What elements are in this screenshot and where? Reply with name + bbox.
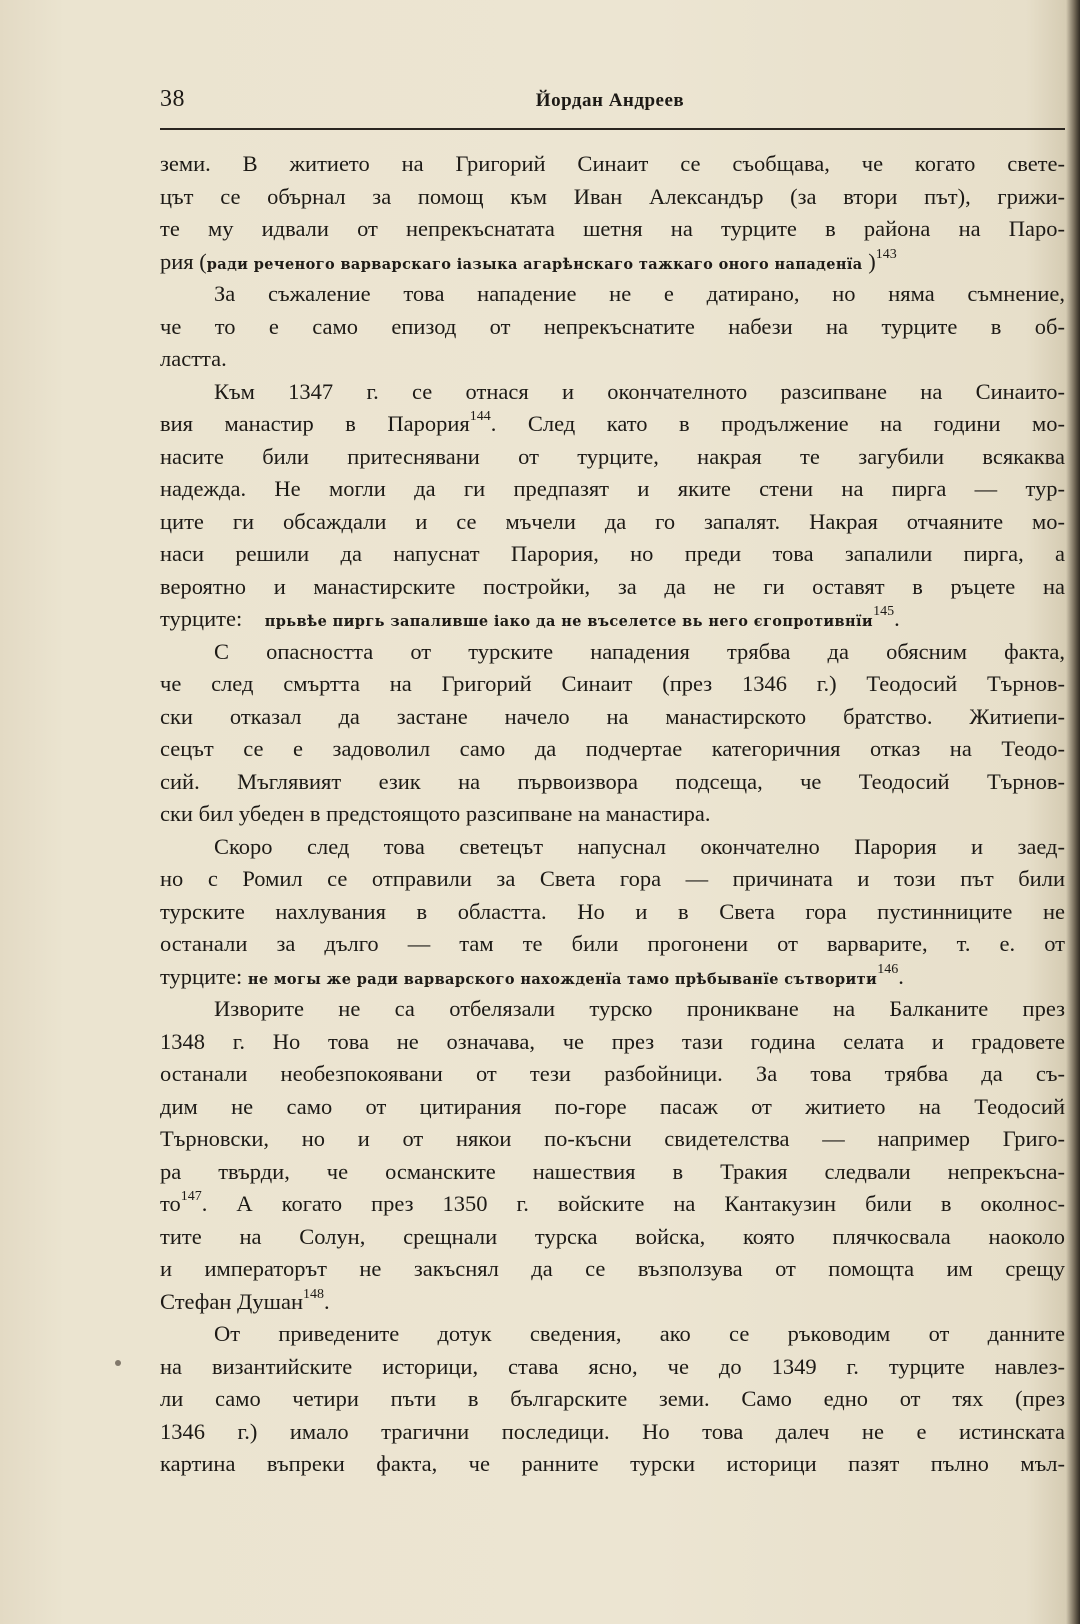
text-fragment: . А когато през 1350 г. войските на Кантакузин били в околнос- bbox=[201, 1191, 1065, 1216]
footnote-ref: 148 bbox=[303, 1286, 324, 1302]
text-fragment: . bbox=[894, 606, 900, 631]
text-line: наситe били притеснявани от турците, накрая те загубили всякаква bbox=[160, 443, 1065, 469]
body-text bbox=[160, 148, 1065, 1481]
footnote-ref: 143 bbox=[875, 246, 897, 262]
text-line: останали необезпокоявани от тези разбойници. За това трябва да съ- bbox=[160, 1061, 1065, 1086]
text-fragment: . bbox=[898, 963, 904, 989]
text-line: вероятно и манастирските постройки, за да не ги оставят в ръцете на bbox=[160, 573, 1065, 599]
running-head: Йордан Андреев bbox=[535, 90, 685, 111]
text-fragment: Стефан Душан bbox=[160, 1288, 303, 1314]
text-line: но с Ромил се отправили за Света гора — причината и този път били bbox=[160, 866, 1065, 891]
text-line bbox=[160, 961, 1065, 994]
text-line: цът се обърнал за помощ към Иван Александър (за втори път), грижи- bbox=[160, 183, 1065, 209]
page-number: 38 bbox=[160, 86, 185, 112]
text-line: и императорът не закъснял да се възползува от помощта им срещу bbox=[160, 1256, 1065, 1281]
footnote-ref: 147 bbox=[180, 1189, 202, 1204]
text-line: ски бил убеден в предстоящото разсипване на манастира. bbox=[160, 801, 711, 826]
text-fragment: турците: bbox=[160, 963, 243, 989]
text-line: че след смъртта на Григорий Синаит (през 1346 г.) Теодосий Търнов- bbox=[160, 671, 1065, 696]
text-fragment: вия манастир в Парория bbox=[160, 411, 470, 436]
text-line: че то е само епизод от непрекъснатите набези на турците в об- bbox=[160, 313, 1065, 339]
text-fragment: то bbox=[160, 1191, 181, 1216]
text-line: ски отказал да застане начело на манастирското братство. Житиепи- bbox=[160, 703, 1065, 729]
text-line: ли само четири пъти в българските земи. Само едно от тях (през bbox=[160, 1386, 1065, 1411]
text-line: те му идвали от непрекъснатата шетня на турците в района на Паро- bbox=[160, 216, 1065, 241]
page-header bbox=[160, 86, 1060, 120]
text-line: дим не само от цитирания по-горе пасаж от житието на Теодосий bbox=[160, 1093, 1065, 1119]
text-line bbox=[160, 246, 1065, 279]
text-line bbox=[160, 603, 1065, 636]
footnote-ref: 145 bbox=[873, 604, 895, 619]
text-line: картина въпреки факта, че ранните турски историци пазят пълно мъл- bbox=[160, 1451, 1065, 1476]
text-line: ра твърди, че османските нашествия в Тракия следвали непрекъсна- bbox=[160, 1158, 1065, 1184]
text-fragment: . След като в продължение на години мо- bbox=[490, 411, 1065, 436]
text-line bbox=[160, 376, 1065, 409]
text-line: наси решили да напуснат Парория, но преди това запалили пирга, а bbox=[160, 541, 1065, 566]
text-line: Търновски, но и от някои по-късни свидетелства — например Григо- bbox=[160, 1126, 1065, 1151]
text-line: на византийските историци, става ясно, че до 1349 г. турците навлез- bbox=[160, 1353, 1065, 1379]
church-slavonic-quote: ради реченого варварскаго іазыка агарѣнскаго тажкаго оного нападенїа bbox=[206, 255, 863, 273]
text-line: турските нахлувания в областта. Но и в Света гора пустинниците не bbox=[160, 898, 1065, 924]
text-line: 1346 г.) имало трагични последици. Но това далеч не е истинската bbox=[160, 1418, 1065, 1444]
text-line: От приведените дотук сведения, ако се ръководим от данните bbox=[214, 1321, 1065, 1346]
text-line: ластта. bbox=[160, 346, 227, 371]
text-line bbox=[160, 408, 1065, 441]
text-line: За съжаление това нападение не е датирано, но няма съмнение, bbox=[214, 281, 1065, 306]
text-line bbox=[160, 1286, 1065, 1319]
church-slavonic-quote: прьвѣе пиргь запаливше іако да не въселетсе вь него єгопротивнїи bbox=[264, 613, 874, 630]
text-line: С опасността от турските нападения трябва да обясним факта, bbox=[214, 638, 1065, 664]
text-fragment: Към 1347 г. се отнася и окончателното разсипване на Синаито- bbox=[214, 378, 1065, 404]
text-line: надежда. Не могли да ги предпазят и яките стени на пирга — тур- bbox=[160, 476, 1065, 501]
footnote-ref: 144 bbox=[469, 409, 491, 424]
text-line: Изворите не са отбелязали турско проникване на Балканите през bbox=[214, 996, 1065, 1021]
text-line: тите на Солун, срещнали турска войска, която плячкосвала наоколо bbox=[160, 1223, 1065, 1249]
header-rule bbox=[160, 128, 1065, 130]
text-fragment: ) bbox=[868, 248, 876, 274]
text-line: сий. Мъглявият език на първоизвора подсеща, че Теодосий Търнов- bbox=[160, 768, 1065, 794]
footnote-ref: 146 bbox=[877, 961, 899, 977]
text-line: останали за дълго — там те били прогонени от варварите, т. е. от bbox=[160, 931, 1065, 956]
ink-spot bbox=[115, 1360, 121, 1366]
text-line: Скоро след това светецът напуснал окончателно Парория и заед- bbox=[214, 833, 1065, 859]
text-fragment: рия ( bbox=[160, 248, 207, 274]
text-line: сецът се е задоволил само да подчертае категоричния отказ на Теодо- bbox=[160, 736, 1065, 761]
text-fragment: турците: bbox=[160, 606, 243, 631]
text-fragment: . bbox=[324, 1288, 330, 1314]
text-line: ците ги обсаждали и се мъчели да го запалят. Накрая отчаяните мо- bbox=[160, 508, 1065, 534]
church-slavonic-quote: не могы же ради варварского нахожденїа тамо прѣбыванїе сътворити bbox=[247, 970, 878, 988]
text-line bbox=[160, 1188, 1065, 1221]
text-line: 1348 г. Но това не означава, че през тази година селата и градовете bbox=[160, 1028, 1065, 1054]
text-line: земи. В житието на Григорий Синаит се съобщава, че когато свете- bbox=[160, 151, 1065, 176]
